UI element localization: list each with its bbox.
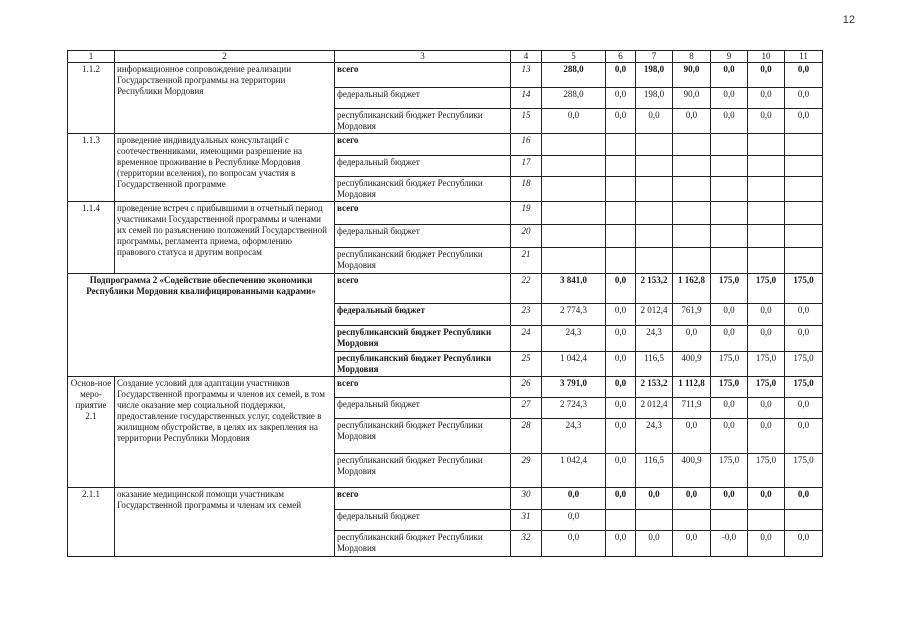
header-cell: 7 <box>636 51 673 63</box>
value-cell: 0,0 <box>606 418 636 453</box>
value-cell: 0,0 <box>785 397 823 418</box>
table-row <box>68 63 823 88</box>
item-description: проведение индивидуальных консультаций с соотечественниками, имеющими разрешение на временное проживание в Республике Мордовия (территории вселения), по вопросам участия в Государственной программе <box>115 133 335 201</box>
funding-source: всего <box>335 133 511 155</box>
funding-source: всего <box>335 201 511 224</box>
value-cell: 288,0 <box>542 63 606 88</box>
item-description: информационное сопровождение реализации Государственной программы на территории Республики Мордовия <box>115 63 335 134</box>
value-cell: 0,0 <box>636 109 673 134</box>
header-cell: 8 <box>673 51 711 63</box>
value-cell: 198,0 <box>636 63 673 88</box>
value-cell: 0,0 <box>785 418 823 453</box>
value-cell: 0,0 <box>606 63 636 88</box>
funding-source: республиканский бюджет Республики Мордовия <box>335 530 511 556</box>
row-number: 30 <box>511 487 542 509</box>
value-cell: 0,0 <box>748 487 785 509</box>
value-cell: 24,3 <box>636 325 673 351</box>
value-cell: 0,0 <box>748 325 785 351</box>
funding-source: республиканский бюджет Республики Мордовия <box>335 176 511 201</box>
funding-source: федеральный бюджет <box>335 509 511 530</box>
table-row <box>68 133 823 155</box>
value-cell: 0,0 <box>606 88 636 109</box>
row-number: 19 <box>511 201 542 224</box>
value-cell: 175,0 <box>748 376 785 397</box>
row-number: 24 <box>511 325 542 351</box>
value-cell: 0,0 <box>673 487 711 509</box>
value-cell: 400,9 <box>673 453 711 487</box>
value-cell: 0,0 <box>748 63 785 88</box>
value-cell: 0,0 <box>785 487 823 509</box>
table-row <box>68 376 823 397</box>
funding-source: республиканский бюджет Республики Мордовия <box>335 418 511 453</box>
value-cell: 1 042,4 <box>542 351 606 376</box>
funding-source: федеральный бюджет <box>335 224 511 247</box>
funding-source: федеральный бюджет <box>335 155 511 176</box>
value-cell: 0,0 <box>711 63 748 88</box>
value-cell: 2 153,2 <box>636 376 673 397</box>
value-cell: 0,0 <box>606 303 636 325</box>
value-cell: 0,0 <box>785 63 823 88</box>
row-number: 17 <box>511 155 542 176</box>
value-cell: 0,0 <box>785 530 823 556</box>
value-cell: 116,5 <box>636 351 673 376</box>
value-cell: 0,0 <box>606 530 636 556</box>
header-cell: 9 <box>711 51 748 63</box>
value-cell: 0,0 <box>606 273 636 303</box>
value-cell: 0,0 <box>673 418 711 453</box>
value-cell: 175,0 <box>711 376 748 397</box>
value-cell: 0,0 <box>711 418 748 453</box>
row-number: 20 <box>511 224 542 247</box>
funding-source: республиканский бюджет Республики Мордовия <box>335 247 511 273</box>
value-cell: 711,9 <box>673 397 711 418</box>
row-number: 14 <box>511 88 542 109</box>
value-cell: 0,0 <box>673 530 711 556</box>
value-cell: 288,0 <box>542 88 606 109</box>
value-cell: 0,0 <box>785 109 823 134</box>
value-cell: 0,0 <box>673 109 711 134</box>
header-cell: 3 <box>335 51 511 63</box>
value-cell: 0,0 <box>785 303 823 325</box>
value-cell: 2 153,2 <box>636 273 673 303</box>
header-cell: 10 <box>748 51 785 63</box>
value-cell: 175,0 <box>748 453 785 487</box>
value-cell: 0,0 <box>673 325 711 351</box>
value-cell: 0,0 <box>636 530 673 556</box>
value-cell: 90,0 <box>673 63 711 88</box>
table-row <box>68 487 823 509</box>
value-cell: 175,0 <box>785 273 823 303</box>
value-cell: 0,0 <box>542 530 606 556</box>
value-cell: 175,0 <box>711 273 748 303</box>
value-cell: 0,0 <box>542 109 606 134</box>
value-cell: 116,5 <box>636 453 673 487</box>
value-cell: 198,0 <box>636 88 673 109</box>
value-cell: 24,3 <box>636 418 673 453</box>
value-cell: 0,0 <box>606 376 636 397</box>
value-cell: 0,0 <box>542 487 606 509</box>
value-cell: 0,0 <box>636 487 673 509</box>
value-cell: 0,0 <box>748 88 785 109</box>
row-number: 25 <box>511 351 542 376</box>
item-description: проведение встреч с прибывшими в отчетный период участниками Государственной программы и членами их семей по разъяснению положений Государственной программы, регламента приема, оформлению правового статуса и другим вопросам <box>115 201 335 273</box>
header-cell: 5 <box>542 51 606 63</box>
subprogram-title: Подпрограмма 2 «Содействие обеспечению экономики Республики Мордовия квалифицированными кадрами» <box>68 273 335 376</box>
item-description: оказание медицинской помощи участникам Государственной программы и членам их семей <box>115 487 335 556</box>
value-cell: 2 012,4 <box>636 303 673 325</box>
value-cell: 0,0 <box>606 109 636 134</box>
funding-source: федеральный бюджет <box>335 397 511 418</box>
value-cell: 24,3 <box>542 325 606 351</box>
value-cell: 175,0 <box>785 376 823 397</box>
page-number: 12 <box>842 14 855 26</box>
value-cell: 2 012,4 <box>636 397 673 418</box>
value-cell: 24,3 <box>542 418 606 453</box>
item-code: 1.1.4 <box>68 201 115 273</box>
row-number: 21 <box>511 247 542 273</box>
header-cell: 2 <box>115 51 335 63</box>
value-cell: 90,0 <box>673 88 711 109</box>
value-cell: 2 724,3 <box>542 397 606 418</box>
row-number: 18 <box>511 176 542 201</box>
value-cell: 0,0 <box>606 487 636 509</box>
value-cell: 0,0 <box>606 325 636 351</box>
budget-table <box>67 50 823 557</box>
item-code: 2.1.1 <box>68 487 115 556</box>
table-row <box>68 201 823 224</box>
value-cell: 0,0 <box>748 109 785 134</box>
funding-source: всего <box>335 63 511 88</box>
header-cell: 1 <box>68 51 115 63</box>
value-cell: 0,0 <box>711 325 748 351</box>
value-cell: 0,0 <box>785 88 823 109</box>
value-cell: 0,0 <box>606 351 636 376</box>
header-cell: 6 <box>606 51 636 63</box>
table-row <box>68 273 823 303</box>
item-code: 1.1.3 <box>68 133 115 201</box>
header-row <box>68 51 823 63</box>
value-cell: 175,0 <box>785 351 823 376</box>
value-cell: 0,0 <box>748 397 785 418</box>
value-cell: 175,0 <box>785 453 823 487</box>
value-cell: 175,0 <box>711 351 748 376</box>
value-cell: 0,0 <box>606 397 636 418</box>
header-cell: 4 <box>511 51 542 63</box>
funding-source: всего <box>335 376 511 397</box>
value-cell: 0,0 <box>748 418 785 453</box>
value-cell: 3 791,0 <box>542 376 606 397</box>
value-cell: 0,0 <box>748 303 785 325</box>
value-cell: 1 042,4 <box>542 453 606 487</box>
funding-source: федеральный бюджет <box>335 303 511 325</box>
row-number: 28 <box>511 418 542 453</box>
value-cell: 175,0 <box>748 273 785 303</box>
funding-source: федеральный бюджет <box>335 88 511 109</box>
value-cell: 0,0 <box>711 303 748 325</box>
item-description: Создание условий для адаптации участников Государственной программы и членов их семей, в том числе оказание мер социальной поддержки, предоставление государственных услуг, содействие в жилищном обустройстве, в целях их закрепления на территории Республики Мордовия <box>115 376 335 487</box>
value-cell: 0,0 <box>785 325 823 351</box>
funding-source: всего <box>335 273 511 303</box>
funding-source: республиканский бюджет Республики Мордовия <box>335 325 511 351</box>
value-cell: 175,0 <box>711 453 748 487</box>
row-number: 27 <box>511 397 542 418</box>
value-cell: 1 112,8 <box>673 376 711 397</box>
row-number: 23 <box>511 303 542 325</box>
item-code: 1.1.2 <box>68 63 115 134</box>
funding-source: республиканский бюджет Республики Мордовия <box>335 453 511 487</box>
value-cell: 0,0 <box>748 530 785 556</box>
value-cell: 0,0 <box>711 88 748 109</box>
header-cell: 11 <box>785 51 823 63</box>
row-number: 32 <box>511 530 542 556</box>
value-cell: 400,9 <box>673 351 711 376</box>
funding-source: всего <box>335 487 511 509</box>
value-cell: 1 162,8 <box>673 273 711 303</box>
row-number: 31 <box>511 509 542 530</box>
row-number: 22 <box>511 273 542 303</box>
value-cell: -0,0 <box>711 530 748 556</box>
row-number: 16 <box>511 133 542 155</box>
funding-source: республиканский бюджет Республики Мордовия <box>335 109 511 134</box>
value-cell: 0,0 <box>606 453 636 487</box>
row-number: 15 <box>511 109 542 134</box>
row-number: 26 <box>511 376 542 397</box>
value-cell: 0,0 <box>542 509 606 530</box>
value-cell: 2 774,3 <box>542 303 606 325</box>
value-cell: 0,0 <box>711 109 748 134</box>
value-cell: 3 841,0 <box>542 273 606 303</box>
funding-source: республиканский бюджет Республики Мордовия <box>335 351 511 376</box>
row-number: 13 <box>511 63 542 88</box>
value-cell: 175,0 <box>748 351 785 376</box>
value-cell: 761,9 <box>673 303 711 325</box>
value-cell: 0,0 <box>711 487 748 509</box>
value-cell: 0,0 <box>711 397 748 418</box>
item-code: Основ-ное меро-приятие 2.1 <box>68 376 115 487</box>
row-number: 29 <box>511 453 542 487</box>
